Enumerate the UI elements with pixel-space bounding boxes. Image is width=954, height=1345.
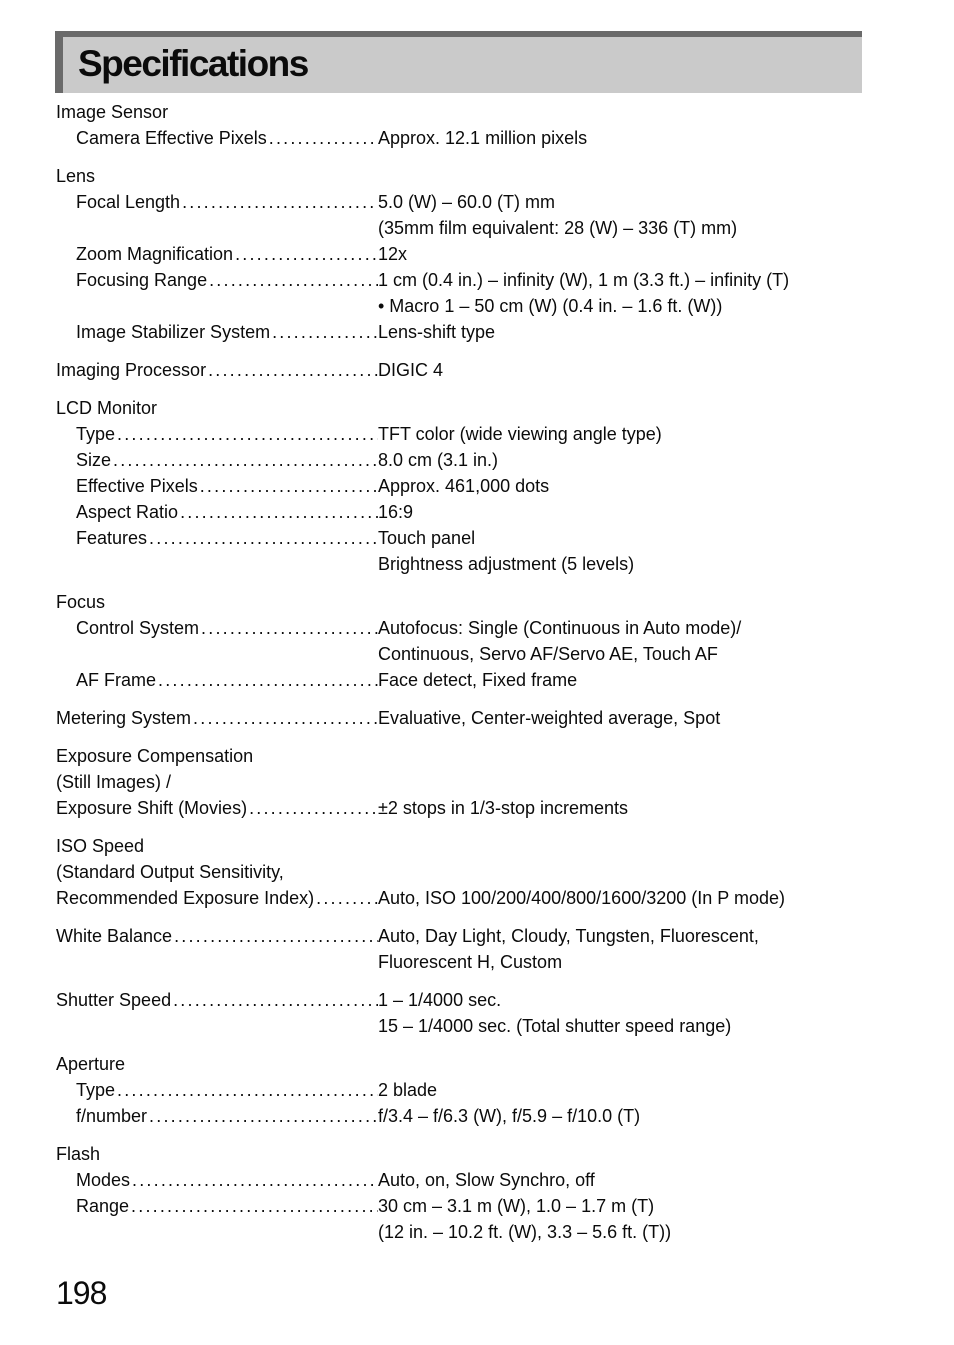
spec-value: 5.0 (W) – 60.0 (T) mm [378, 192, 556, 212]
spec-value: ±2 stops in 1/3-stop increments [378, 798, 628, 818]
spec-value: Evaluative, Center-weighted average, Spot [378, 708, 721, 728]
spec-row [56, 267, 920, 293]
specifications-list [56, 99, 920, 1245]
spec-value: 8.0 cm (3.1 in.) [378, 450, 499, 470]
spec-row [56, 1103, 920, 1129]
spec-label: Features [76, 528, 148, 548]
dot-leader [149, 1103, 378, 1129]
spec-value: 1 cm (0.4 in.) – infinity (W), 1 m (3.3 ft.) – infinity (T) [378, 270, 790, 290]
spec-row [56, 923, 920, 949]
spec-value: Lens-shift type [378, 322, 496, 342]
spec-row [56, 421, 920, 447]
spec-label: AF Frame [76, 670, 157, 690]
spec-lead [56, 473, 378, 499]
dot-leader [117, 421, 378, 447]
dot-leader [182, 189, 378, 215]
dot-leader [209, 267, 378, 293]
dot-leader [174, 923, 378, 949]
spec-lead [56, 1193, 378, 1219]
spec-label: Metering System [56, 708, 192, 728]
spec-lead [56, 189, 378, 215]
spec-row [56, 319, 920, 345]
spec-value: f/3.4 – f/6.3 (W), f/5.9 – f/10.0 (T) [378, 1106, 641, 1126]
spec-lead [56, 267, 378, 293]
spec-group-heading: Flash [56, 1144, 101, 1164]
spec-group-heading: Focus [56, 592, 106, 612]
spec-group-heading: Aperture [56, 1054, 126, 1074]
spec-value: (35mm film equivalent: 28 (W) – 336 (T) mm) [378, 218, 738, 238]
spec-row [56, 615, 920, 641]
section-header-bar [55, 31, 862, 93]
spec-value-continuation [56, 293, 920, 319]
spec-value: Continuous, Servo AF/Servo AE, Touch AF [378, 644, 718, 664]
spec-lead [56, 319, 378, 345]
spec-row [56, 885, 920, 911]
dot-leader [316, 885, 378, 911]
spec-lead [56, 705, 378, 731]
spec-label: Modes [76, 1170, 131, 1190]
dot-leader [132, 1167, 378, 1193]
spec-label: Exposure Shift (Movies) [56, 798, 248, 818]
spec-value: Auto, Day Light, Cloudy, Tungsten, Fluorescent, [378, 926, 759, 946]
dot-leader [113, 447, 378, 473]
spec-value-continuation [56, 641, 920, 667]
dot-leader [131, 1193, 378, 1219]
spec-value: Auto, ISO 100/200/400/800/1600/3200 (In P mode) [378, 888, 785, 908]
spec-value: Brightness adjustment (5 levels) [378, 554, 635, 574]
spec-lead [56, 125, 378, 151]
spec-lead [56, 447, 378, 473]
spec-row [56, 357, 920, 383]
spec-value-continuation [56, 215, 920, 241]
spec-lead [56, 615, 378, 641]
spec-row [56, 499, 920, 525]
spec-row [56, 189, 920, 215]
spec-label-line: Exposure Compensation [56, 746, 254, 766]
spec-value-continuation [56, 1219, 920, 1245]
spec-label: Type [76, 424, 116, 444]
dot-leader [201, 615, 378, 641]
spec-value-continuation [56, 1013, 920, 1039]
spec-lead [56, 667, 378, 693]
dot-leader [149, 525, 378, 551]
spec-label-line: (Still Images) / [56, 772, 172, 792]
spec-value-continuation [56, 551, 920, 577]
dot-leader [180, 499, 378, 525]
spec-lead [56, 241, 378, 267]
spec-value: Fluorescent H, Custom [378, 952, 563, 972]
spec-lead [56, 1103, 378, 1129]
spec-row [56, 705, 920, 731]
spec-label-line: ISO Speed [56, 836, 145, 856]
spec-row [56, 125, 920, 151]
spec-lead [56, 499, 378, 525]
spec-value: Approx. 12.1 million pixels [378, 128, 588, 148]
spec-row [56, 447, 920, 473]
spec-label: Control System [76, 618, 200, 638]
spec-lead [56, 1077, 378, 1103]
spec-label: Camera Effective Pixels [76, 128, 267, 148]
spec-value-continuation [56, 949, 920, 975]
spec-row [56, 1077, 920, 1103]
spec-lead [56, 525, 378, 551]
spec-row [56, 667, 920, 693]
spec-value: (12 in. – 10.2 ft. (W), 3.3 – 5.6 ft. (T)) [378, 1222, 672, 1242]
dot-leader [117, 1077, 378, 1103]
dot-leader [269, 125, 378, 151]
page-number: 198 [56, 1275, 107, 1311]
spec-value: 1 – 1/4000 sec. [378, 990, 502, 1010]
spec-label-line: (Standard Output Sensitivity, [56, 862, 284, 882]
spec-value: 30 cm – 3.1 m (W), 1.0 – 1.7 m (T) [378, 1196, 655, 1216]
spec-value: DIGIC 4 [378, 360, 444, 380]
spec-label: Range [76, 1196, 130, 1216]
spec-group-heading: LCD Monitor [56, 398, 158, 418]
spec-label: f/number [76, 1106, 148, 1126]
spec-value: Approx. 461,000 dots [378, 476, 550, 496]
spec-lead [56, 421, 378, 447]
spec-value: Face detect, Fixed frame [378, 670, 578, 690]
spec-label: Focusing Range [76, 270, 208, 290]
spec-row [56, 473, 920, 499]
dot-leader [158, 667, 378, 693]
spec-label: Imaging Processor [56, 360, 207, 380]
dot-leader [235, 241, 378, 267]
spec-value: 16:9 [378, 502, 414, 522]
spec-row [56, 525, 920, 551]
spec-lead [56, 987, 378, 1013]
spec-row [56, 987, 920, 1013]
spec-lead [56, 795, 378, 821]
spec-label: Type [76, 1080, 116, 1100]
spec-row [56, 1167, 920, 1193]
spec-value: 15 – 1/4000 sec. (Total shutter speed range) [378, 1016, 732, 1036]
spec-label: Recommended Exposure Index) [56, 888, 315, 908]
spec-label: White Balance [56, 926, 173, 946]
spec-row [56, 1193, 920, 1219]
spec-value: • Macro 1 – 50 cm (W) (0.4 in. – 1.6 ft. (W)) [378, 296, 723, 316]
dot-leader [208, 357, 378, 383]
spec-label: Focal Length [76, 192, 181, 212]
spec-value: Auto, on, Slow Synchro, off [378, 1170, 595, 1190]
spec-value: 12x [378, 244, 408, 264]
spec-label: Zoom Magnification [76, 244, 234, 264]
dot-leader [193, 705, 378, 731]
spec-label: Size [76, 450, 112, 470]
dot-leader [249, 795, 378, 821]
spec-lead [56, 1167, 378, 1193]
spec-group-heading: Image Sensor [56, 102, 169, 122]
dot-leader [272, 319, 378, 345]
spec-value: 2 blade [378, 1080, 438, 1100]
spec-value: Autofocus: Single (Continuous in Auto mode)/ [378, 618, 742, 638]
spec-label: Effective Pixels [76, 476, 198, 496]
dot-leader [200, 473, 378, 499]
spec-row [56, 795, 920, 821]
spec-label: Shutter Speed [56, 990, 172, 1010]
spec-group-heading: Lens [56, 166, 96, 186]
spec-row [56, 241, 920, 267]
dot-leader [173, 987, 378, 1013]
spec-value: TFT color (wide viewing angle type) [378, 424, 662, 444]
page-title: Specifications [78, 43, 308, 84]
spec-value: Touch panel [378, 528, 476, 548]
spec-lead [56, 923, 378, 949]
spec-lead [56, 357, 378, 383]
spec-label: Image Stabilizer System [76, 322, 271, 342]
spec-label: Aspect Ratio [76, 502, 179, 522]
spec-lead [56, 885, 378, 911]
